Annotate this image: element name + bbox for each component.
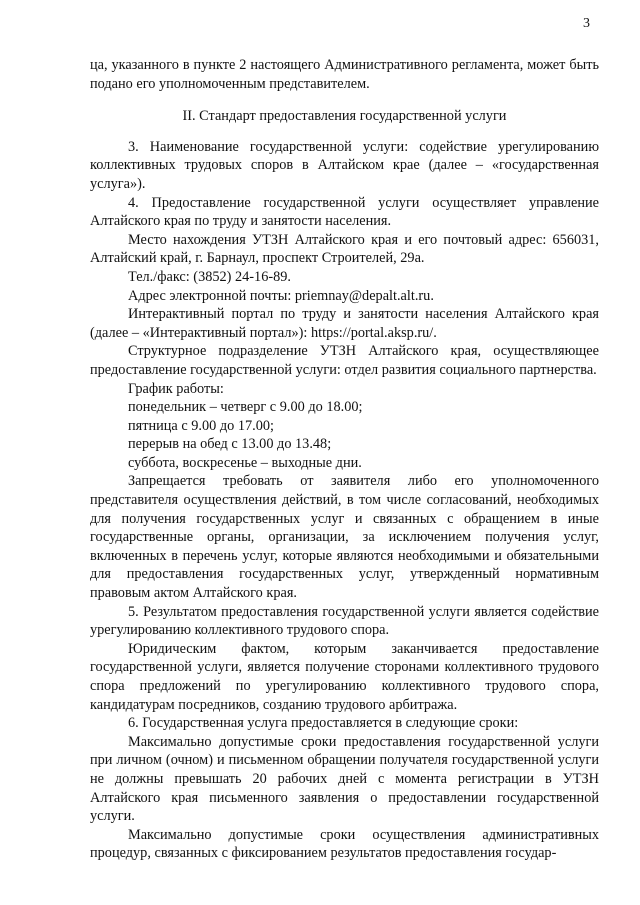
paragraph-email: Адрес электронной почты: priemnay@depalt.alt.ru. <box>128 287 434 304</box>
paragraph-continuation: ца, указанного в пункте 2 настоящего Административного регламента, может быть подано его уполномоченным представителем. <box>90 57 599 92</box>
paragraph-max-terms: Максимально допустимые сроки предоставления государственной услуги при личном (очном) и письменном обращении получателя государственной услуги не должны превышать 20 рабочих дней с момента регистрации в УТЗН Алтайского края письменного заявления о предоставлении государственной услуги. <box>90 733 599 825</box>
schedule-friday: пятница с 9.00 до 17.00; <box>128 417 274 434</box>
schedule-weekend: суббота, воскресенье – выходные дни. <box>128 454 362 471</box>
paragraph-provider: 4. Предоставление государственной услуги осуществляет управление Алтайского края по труду и занятости населения. <box>90 194 599 230</box>
paragraph-portal: Интерактивный портал по труду и занятости населения Алтайского края (далее – «Интерактивный портал»): https://portal.aksp.ru/. <box>90 306 599 341</box>
schedule-heading: График работы: <box>128 380 224 397</box>
paragraph-address: Место нахождения УТЗН Алтайского края и его почтовый адрес: 656031, Алтайский край, г. Барнаул, проспект Строителей, 29а. <box>90 231 599 267</box>
paragraph-result: 5. Результатом предоставления государственной услуги является содействие урегулированию коллективного трудового спора. <box>90 603 599 639</box>
schedule-weekdays: понедельник – четверг с 9.00 до 18.00; <box>128 399 363 416</box>
paragraph-department: Структурное подразделение УТЗН Алтайского края, осуществляющее предоставление государственной услуги: отдел развития социального партнерства. <box>90 343 599 378</box>
section-heading: II. Стандарт предоставления государственной услуги <box>182 108 507 125</box>
document-body <box>90 56 599 863</box>
page-number: 3 <box>583 16 590 31</box>
paragraph-service-name: 3. Наименование государственной услуги: содействие урегулированию коллективных трудовых споров в Алтайском крае (далее – «государственная услуга»). <box>90 138 599 192</box>
paragraph-procedures: Максимально допустимые сроки осуществления административных процедур, связанных с фиксированием результатов предоставления государ- <box>90 826 599 862</box>
paragraph-terms: 6. Государственная услуга предоставляется в следующие сроки: <box>128 715 519 732</box>
paragraph-legal-fact: Юридическим фактом, которым заканчивается предоставление государственной услуги, является получение сторонами коллективного трудового спора предложений по урегулированию коллективного трудового спора, кандидатурам посредников, созданию трудового арбитража. <box>90 640 599 713</box>
paragraph-phone: Тел./факс: (3852) 24-16-89. <box>128 268 291 285</box>
paragraph-prohibition: Запрещается требовать от заявителя либо его уполномоченного представителя осуществления действий, в том числе согласований, необходимых для получения государственных услуг и связанных с обращением в иные государственные органы, организации, за исключением получения услуг, включенных в перечень услуг, которые являются необходимыми и обязательными для предоставления государственных услуг, утвержденный нормативным правовым актом Алтайского края. <box>90 473 599 602</box>
schedule-lunch: перерыв на обед с 13.00 до 13.48; <box>128 436 332 453</box>
